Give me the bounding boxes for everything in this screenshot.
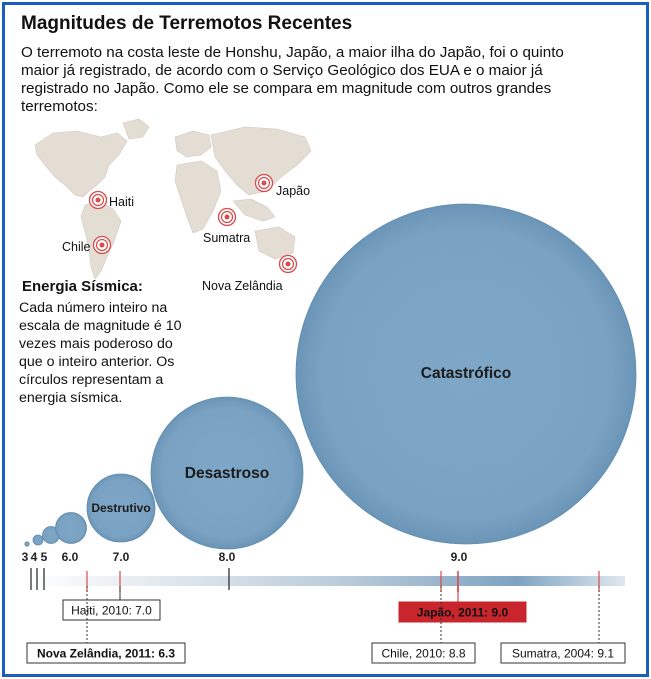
- callout-label-jap-o: Japão, 2011: 9.0: [416, 605, 509, 620]
- magnitude-circle-4: [33, 535, 43, 545]
- southeast-asia-shape: [233, 199, 275, 221]
- africa-shape: [175, 161, 221, 233]
- axis-tick-label-5: 5: [40, 550, 48, 564]
- magnitude-axis-bar: [25, 576, 625, 586]
- axis-tick-label-9.0: 9.0: [450, 550, 468, 564]
- page-title: Magnitudes de Terremotos Recentes: [21, 13, 353, 34]
- map-marker-chile-icon: [94, 237, 111, 254]
- circle-label-9: Catastrófico: [420, 365, 512, 382]
- map-label-haiti: Haiti: [109, 195, 135, 209]
- circle-label-8: Desastroso: [184, 465, 270, 482]
- energy-text: Cada número inteiro na escala de magnitude é 10 vezes mais poderoso do que o inteiro anterior. Os círculos representam a energia sísmica.: [19, 300, 182, 406]
- magnitude-circle-6: [56, 513, 87, 544]
- map-marker-japan-icon: [256, 175, 273, 192]
- magnitude-circle-3: [25, 542, 29, 546]
- north-america-shape: [35, 131, 127, 197]
- map-label-sumatra: Sumatra: [203, 231, 251, 245]
- axis-tick-label-3: 3: [21, 550, 29, 564]
- europe-shape: [175, 131, 211, 157]
- axis-tick-label-8.0: 8.0: [218, 550, 236, 564]
- australia-shape: [255, 227, 295, 259]
- map-marker-sumatra-icon: [219, 209, 236, 226]
- map-marker-nz-icon: [280, 256, 297, 273]
- energy-heading: Energia Sísmica:: [22, 278, 143, 295]
- axis-tick-label-6.0: 6.0: [61, 550, 79, 564]
- map-label-nz: Nova Zelândia: [202, 279, 283, 293]
- greenland-shape: [123, 119, 149, 139]
- axis-tick-label-7.0: 7.0: [112, 550, 130, 564]
- axis-tick-labels: [22, 550, 468, 564]
- intro-text: O terremoto na costa leste de Honshu, Japão, a maior ilha do Japão, foi o quinto maior já registrado, de acordo com o Serviço Geológico dos EUA e o maior já registrado no Japão. Como ele se compara em magnitude com outros grandes terremotos:: [21, 44, 564, 115]
- axis-tick-label-4: 4: [30, 550, 38, 564]
- circle-label-7: Destrutivo: [91, 501, 151, 515]
- infographic-frame: [2, 2, 649, 677]
- callout-label-haiti: Haiti, 2010: 7.0: [71, 603, 152, 618]
- world-map: [35, 119, 311, 279]
- callout-label-sumatra: Sumatra, 2004: 9.1: [511, 646, 615, 661]
- map-marker-haiti-icon: [90, 192, 107, 209]
- callout-label-chile: Chile, 2010: 8.8: [381, 646, 466, 661]
- map-label-chile: Chile: [62, 240, 91, 254]
- map-label-japan: Japão: [276, 184, 311, 198]
- callout-label-nova-zel-ndia: Nova Zelândia, 2011: 6.3: [36, 646, 176, 661]
